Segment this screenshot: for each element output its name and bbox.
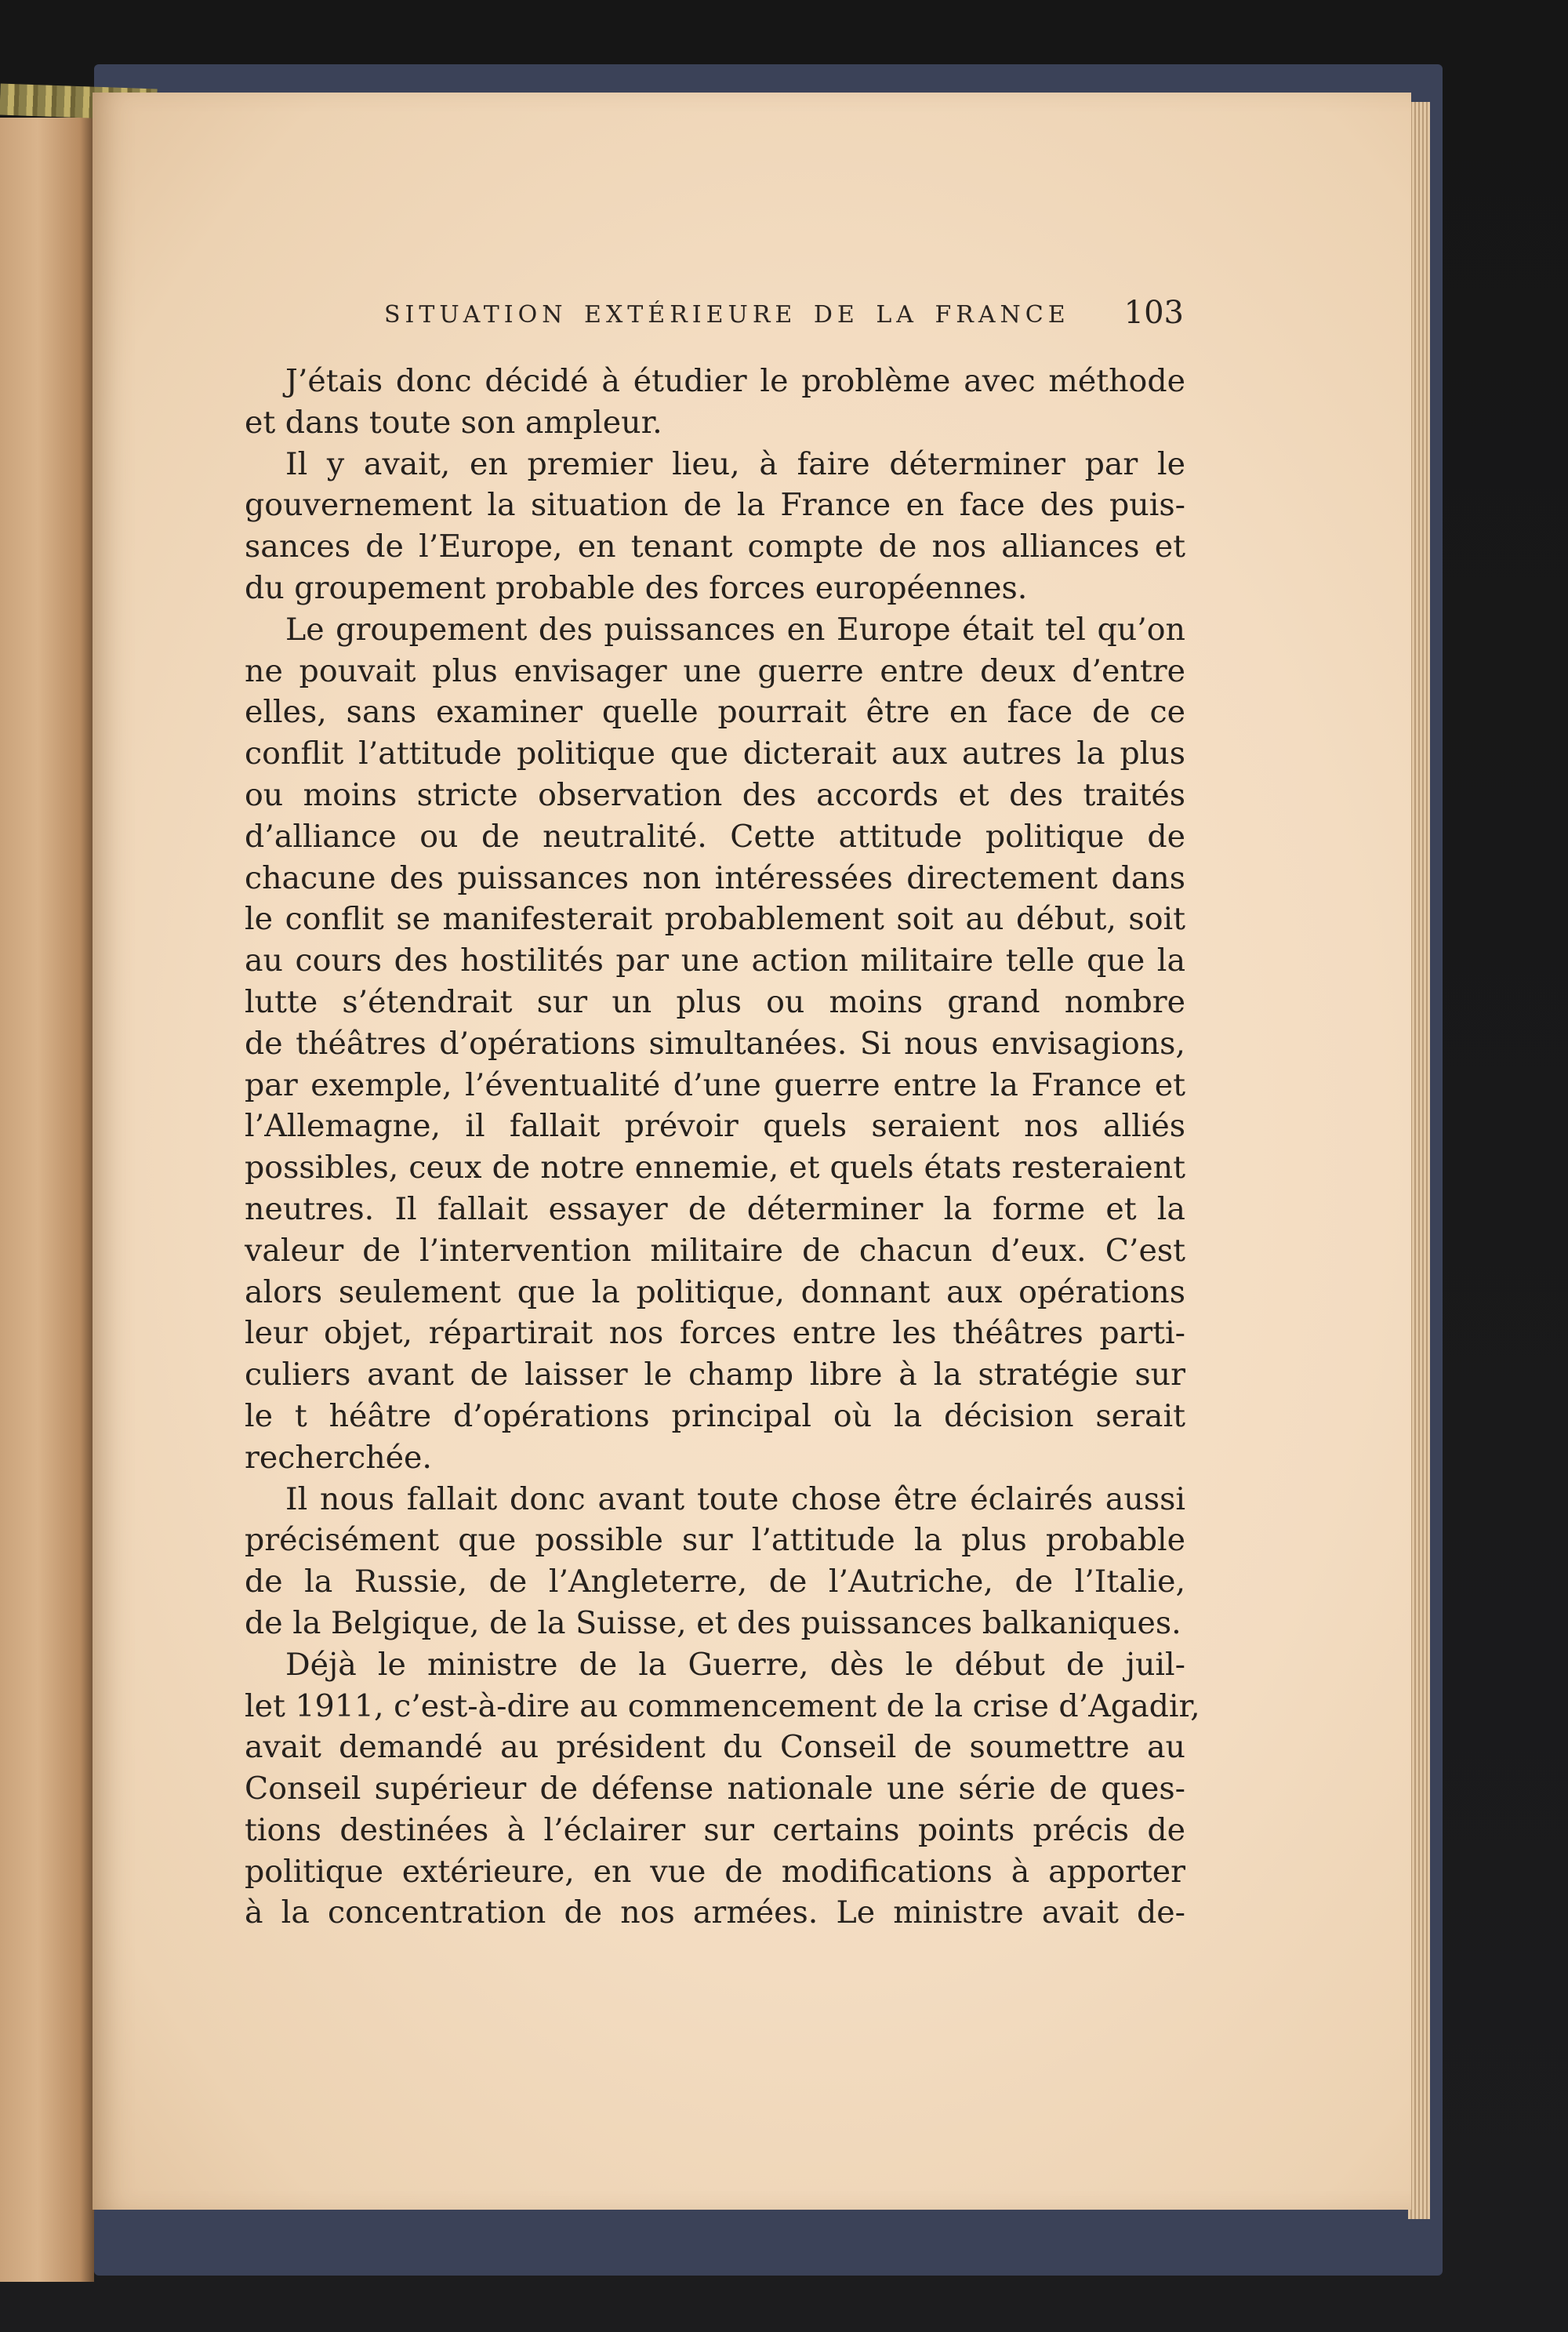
text-line: Conseil supérieur de défense nationale une série de ques- — [245, 1771, 1185, 1807]
text-line: Le groupement des puissances en Europe était tel qu’on — [285, 611, 1185, 648]
text-line: gouvernement la situation de la France en face des puis- — [245, 487, 1185, 524]
text-line: l’Allemagne, il fallait prévoir quels seraient nos alliés — [245, 1108, 1185, 1145]
text-line: culiers avant de laisser le champ libre à la stratégie sur — [245, 1357, 1185, 1393]
text-line: Il y avait, en premier lieu, à faire déterminer par le — [285, 445, 1185, 482]
text-line: avait demandé au président du Conseil de soumettre au — [245, 1729, 1185, 1766]
text-line: Il nous fallait donc avant toute chose être éclairés aussi — [285, 1480, 1185, 1517]
text-line: le conflit se manifesterait probablement soit au début, soit — [245, 901, 1185, 938]
text-line: conflit l’attitude politique que dicterait aux autres la plus — [245, 736, 1185, 772]
text-line: au cours des hostilités par une action militaire telle que la — [245, 943, 1185, 979]
text-line: le t héâtre d’opérations principal où la décision serait — [245, 1397, 1185, 1434]
page-edges — [1408, 102, 1430, 2219]
text-line: et dans toute son ampleur. — [245, 404, 662, 441]
text-line: politique extérieure, en vue de modifications à apporter — [245, 1853, 1185, 1890]
text-line: du groupement probable des forces européennes. — [245, 569, 1028, 606]
text-line: possibles, ceux de notre ennemie, et quels états resteraient — [245, 1150, 1185, 1186]
text-line: de théâtres d’opérations simultanées. Si nous envisagions, — [245, 1025, 1185, 1062]
text-line: lutte s’étendrait sur un plus ou moins grand nombre — [245, 983, 1185, 1020]
text-line: chacune des puissances non intéressées directement dans — [245, 859, 1185, 896]
text-line: let 1911, c’est-à-dire au commencement de la crise d’Agadir, — [245, 1687, 1200, 1724]
text-line: leur objet, répartirait nos forces entre les théâtres parti- — [245, 1315, 1185, 1352]
text-line: précisément que possible sur l’attitude la plus probable — [245, 1522, 1185, 1559]
body-text — [245, 361, 1200, 1934]
text-line: neutres. Il fallait essayer de déterminer la forme et la — [245, 1190, 1185, 1227]
page-number: 103 — [1123, 295, 1184, 331]
text-line: ne pouvait plus envisager une guerre entre deux d’entre — [245, 652, 1185, 689]
text-line: elles, sans examiner quelle pourrait être en face de ce — [245, 694, 1185, 731]
text-line: alors seulement que la politique, donnant aux opérations — [245, 1273, 1185, 1310]
left-page-edge — [0, 118, 94, 2282]
text-line: valeur de l’intervention militaire de chacun d’eux. C’est — [245, 1232, 1185, 1269]
text-line: Déjà le ministre de la Guerre, dès le début de juil- — [285, 1646, 1185, 1683]
text-line: de la Russie, de l’Angleterre, de l’Autriche, de l’Italie, — [245, 1564, 1185, 1600]
text-line: ou moins stricte observation des accords et des traités — [245, 776, 1185, 813]
running-head — [384, 295, 1184, 337]
text-line: par exemple, l’éventualité d’une guerre entre la France et — [245, 1066, 1185, 1103]
text-line: tions destinées à l’éclairer sur certains points précis de — [245, 1811, 1185, 1848]
text-line: d’alliance ou de neutralité. Cette attitude politique de — [245, 818, 1185, 855]
text-line: à la concentration de nos armées. Le ministre avait de- — [245, 1894, 1185, 1931]
text-line: de la Belgique, de la Suisse, et des puissances balkaniques. — [245, 1604, 1181, 1641]
running-title: SITUATION EXTÉRIEURE DE LA FRANCE — [384, 301, 1070, 329]
text-line: sances de l’Europe, en tenant compte de nos alliances et — [245, 529, 1185, 565]
text-line: recherchée. — [245, 1439, 432, 1476]
text-line: J’étais donc décidé à étudier le problème avec méthode — [285, 363, 1185, 399]
